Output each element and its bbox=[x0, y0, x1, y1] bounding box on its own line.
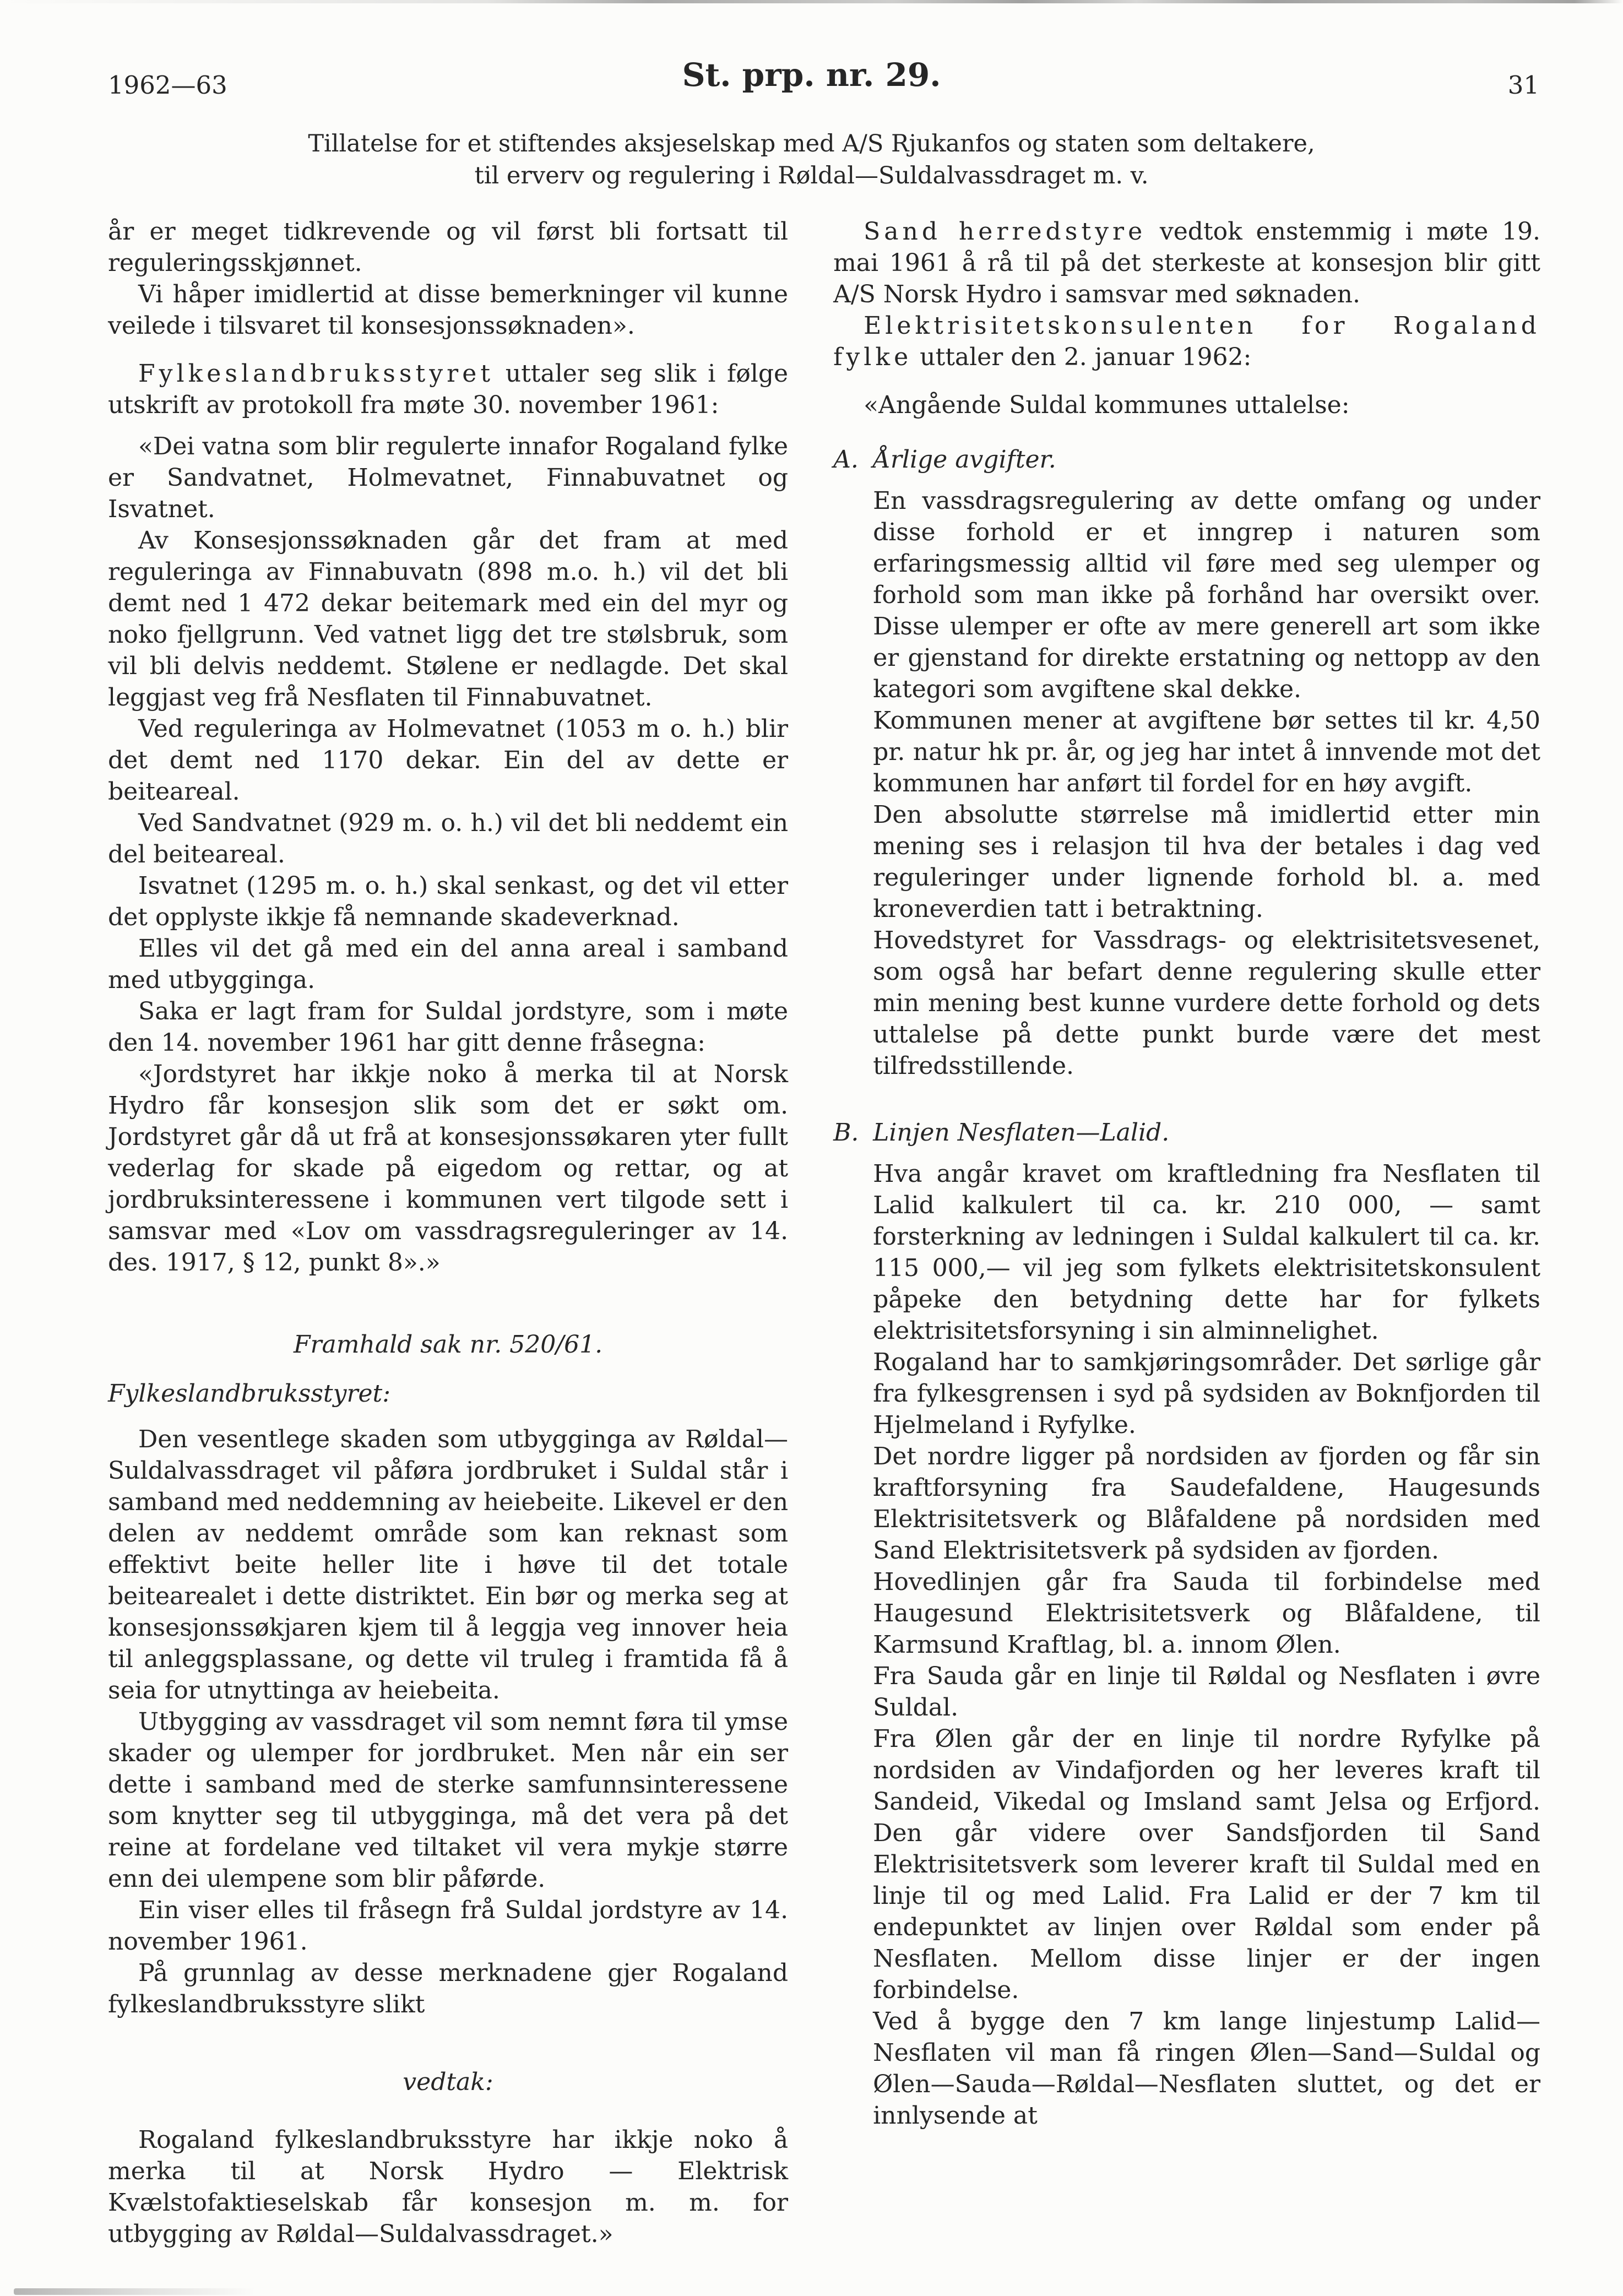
paragraph-text: vedtok enstemmig i møte 19. mai 1961 å rå til på det sterkeste at konsesjon blir gitt A/S Norsk Hydro i samsvar med søknaden. bbox=[833, 218, 1540, 308]
list-item-a bbox=[833, 444, 1540, 1082]
paragraph-text: uttaler den 2. januar 1962: bbox=[912, 343, 1252, 371]
paragraph: Utbygging av vassdraget vil som nemnt føra til ymse skader og ulemper for jordbruket. Men når ein ser dette i samband med de sterke samfunnsinteressene som knytter seg til utbygginga, må det vera på det reine at fordelane ved tiltaket vil vera mykje større enn dei ulempene som blir påførde. bbox=[108, 1708, 789, 1893]
paragraph-text: uttaler seg slik i følge utskrift av protokoll fra møte 30. november 1961: bbox=[108, 360, 789, 419]
letterspaced-lead: Sand herredstyre bbox=[864, 218, 1147, 246]
list-label: B. bbox=[833, 1119, 859, 1147]
left-column bbox=[108, 216, 788, 2250]
paragraph: Den vesentlege skaden som utbygginga av Røldal—Suldalvassdraget vil påføra jordbruket i Suldal står i samband med neddemning av heiebeite. Likevel er den delen av neddemt område som kan reknast som effektivt beite heller lite i høve til det totale beitearealet i dette distriktet. Ein bør og merka seg at konsesjonssøkjaren kjem til å leggja veg innover heia til anleggsplassane, og dette vil truleg i framtida få å seia for utnyttinga av heiebeita. bbox=[108, 1425, 789, 1705]
paragraph: Hva angår kravet om kraftledning fra Nesflaten til Lalid kalkulert til ca. kr. 210 000, — samt forsterkning av ledningen i Suldal kalkulert til ca. kr. 115 000,— vil jeg som fylkets elektrisitetskonsulent påpeke den betydning dette har for fylkets elektrisitetsforsyning i sin alminnelighet. bbox=[873, 1160, 1540, 1345]
paragraph: Vi håper imidlertid at disse bemerkninger vil kunne veilede i tilsvaret til konsesjonssøknaden». bbox=[108, 280, 789, 340]
paragraph: «Dei vatna som blir regulerte innafor Rogaland fylke er Sandvatnet, Holmevatnet, Finnabuvatnet og Isvatnet. bbox=[108, 432, 789, 523]
paragraph: Fra Sauda går en linje til Røldal og Nesflaten i øvre Suldal. bbox=[873, 1662, 1540, 1722]
section-heading-vedtak: vedtak: bbox=[403, 2068, 493, 2096]
paragraph bbox=[833, 310, 1540, 373]
paragraph bbox=[833, 216, 1540, 310]
document-subtitle bbox=[143, 128, 1480, 192]
page-header bbox=[0, 0, 1623, 128]
letterspaced-lead: Elektrisitetskonsulenten for Rogaland fylke bbox=[833, 312, 1540, 371]
letterspaced-lead: Fylkeslandbruksstyret bbox=[138, 360, 495, 388]
subtitle-line-1: Tillatelse for et stiftendes aksjeselskap med A/S Rjukanfos og staten som deltakere, bbox=[308, 130, 1315, 158]
paragraph: Den absolutte størrelse må imidlertid etter min mening ses i relasjon til hva der betales i dag ved reguleringer under lignende forhold bl. a. med kroneverdien tatt i betraktning. bbox=[873, 801, 1540, 923]
page-number: 31 bbox=[1507, 70, 1539, 100]
paragraph: Saka er lagt fram for Suldal jordstyre, som i møte den 14. november 1961 har gitt denne fråsegna: bbox=[108, 997, 789, 1057]
paragraph: Kommunen mener at avgiftene bør settes til kr. 4,50 pr. natur hk pr. år, og jeg har intet å innvende mot det kommunen har anført til fordel for en høy avgift. bbox=[873, 707, 1540, 797]
paragraph bbox=[108, 358, 788, 421]
subtitle-line-2: til erverv og regulering i Røldal—Suldalvassdraget m. v. bbox=[474, 162, 1149, 189]
paragraph: Elles vil det gå med ein del anna areal i samband med utbygginga. bbox=[108, 935, 789, 994]
paragraph: Rogaland fylkeslandbruksstyre har ikkje noko å merka til at Norsk Hydro — Elektrisk Kvælstofaktieselskab får konsesjon m. m. for utbygging av Røldal—Suldalvassdraget.» bbox=[108, 2126, 789, 2248]
paragraph: Hovedlinjen går fra Sauda til forbindelse med Haugesund Elektrisitetsverk og Blåfaldene, til Karmsund Kraftlag, bl. a. innom Ølen. bbox=[873, 1568, 1540, 1659]
list-heading bbox=[833, 444, 1540, 475]
paragraph: Ved Sandvatnet (929 m. o. h.) vil det bli neddemt ein del beiteareal. bbox=[108, 809, 789, 869]
paragraph: Hovedstyret for Vassdrags- og elektrisitetsvesenet, som også har befart denne regulering skulle etter min mening best kunne vurdere dette forhold og dets uttalelse på dette punkt burde være det mest tilfredsstillende. bbox=[873, 926, 1540, 1080]
paragraph: På grunnlag av desse merknadene gjer Rogaland fylkeslandbruksstyre slikt bbox=[108, 1959, 789, 2018]
paragraph: Ved å bygge den 7 km lange linjestump Lalid—Nesflaten vil man få ringen Ølen—Sand—Suldal og Ølen—Sauda—Røldal—Nesflaten sluttet, og det er innlysende at bbox=[873, 2007, 1540, 2130]
list-heading bbox=[833, 1117, 1540, 1148]
speaker-heading: Fylkeslandbruksstyret: bbox=[108, 1380, 391, 1408]
session-label: 1962—63 bbox=[108, 70, 227, 100]
two-column-body bbox=[108, 216, 1540, 2250]
paragraph: Isvatnet (1295 m. o. h.) skal senkast, og det vil etter det opplyste ikkje få nemnande skadeverknad. bbox=[108, 872, 789, 931]
list-label: A. bbox=[833, 446, 859, 474]
paragraph: Ein viser elles til fråsegn frå Suldal jordstyre av 14. november 1961. bbox=[108, 1896, 789, 1956]
scan-artifact-bottom-smudge bbox=[14, 2288, 256, 2295]
paragraph: år er meget tidkrevende og vil først bli fortsatt til reguleringsskjønnet. bbox=[108, 218, 789, 277]
list-title: Linjen Nesflaten—Lalid. bbox=[873, 1119, 1170, 1147]
document-title: St. prp. nr. 29. bbox=[682, 56, 941, 94]
paragraph: Rogaland har to samkjøringsområder. Det sørlige går fra fylkesgrensen i syd på sydsiden av Boknfjorden til Hjelmeland i Ryfylke. bbox=[873, 1348, 1540, 1439]
list-item-b bbox=[833, 1117, 1540, 2131]
paragraph: En vassdragsregulering av dette omfang og under disse forhold er et inngrep i naturen som erfaringsmessig alltid vil føre med seg ulemper og forhold som man ikke på forhånd har oversikt over. Disse ulemper er ofte av mere generell art som ikke er gjenstand for direkte erstatning og nettopp av den kategori som avgiftene skal dekke. bbox=[873, 487, 1540, 703]
list-title: Årlige avgifter. bbox=[873, 446, 1056, 474]
paragraph: Det nordre ligger på nordsiden av fjorden og får sin kraftforsyning fra Saudefaldene, Haugesunds Elektrisitetsverk og Blåfaldene på nordsiden med Sand Elektrisitetsverk på sydsiden av fjorden. bbox=[873, 1442, 1540, 1565]
right-column bbox=[833, 216, 1540, 2250]
paragraph: «Jordstyret har ikkje noko å merka til at Norsk Hydro får konsesjon slik som det er søkt om. Jordstyret går då ut frå at konsesjonssøkaren yter fullt vederlag for skade på eigedom og rettar, og at jordbruksinteressene i kommunen vert tilgode sett i samsvar med «Lov om vassdragsreguleringer av 14. des. 1917, § 12, punkt 8».» bbox=[108, 1060, 789, 1277]
paragraph: Av Konsesjonssøknaden går det fram at med reguleringa av Finnabuvatn (898 m.o. h.) vil det bli demt ned 1 472 dekar beitemark med ein del myr og noko fjellgrunn. Ved vatnet ligg det tre stølsbruk, som vil bli delvis neddemt. Stølene er nedlagde. Det skal leggjast veg frå Nesflaten til Finnabuvatnet. bbox=[108, 526, 789, 712]
section-heading-framhald: Framhald sak nr. 520/61. bbox=[293, 1331, 603, 1359]
paragraph: Ved reguleringa av Holmevatnet (1053 m o. h.) blir det demt ned 1170 dekar. Ein del av dette er beiteareal. bbox=[108, 715, 789, 806]
paragraph: «Angående Suldal kommunes uttalelse: bbox=[864, 391, 1350, 419]
paragraph: Fra Ølen går der en linje til nordre Ryfylke på nordsiden av Vindafjorden og her leveres kraft til Sandeid, Vikedal og Imsland samt Jelsa og Erfjord. Den går videre over Sandsfjorden til Sand Elektrisitetsverk som leverer kraft til Suldal med en linje til og med Lalid. Fra Lalid er der 7 km til endepunktet av linjen over Røldal som ender på Nesflaten. Mellom disse linjer er der ingen forbindelse. bbox=[873, 1725, 1540, 2004]
